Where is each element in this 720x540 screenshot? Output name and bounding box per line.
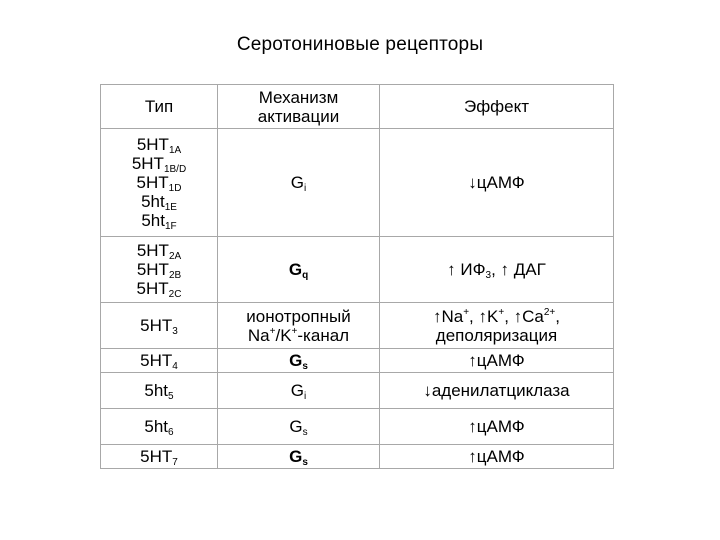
effect-cell: ↑цАМФ [380, 445, 614, 469]
mechanism-line1: ионотропный [246, 306, 351, 326]
mechanism-cell: $G_q$ [218, 237, 380, 303]
table-row [101, 349, 614, 373]
effect-line2: деполяризация [435, 325, 558, 345]
type-cell: $5HT_7$ [101, 445, 218, 469]
header-mechanism-line2: активации [257, 106, 340, 126]
table-row [101, 237, 614, 303]
mechanism-cell: $G_s$ [218, 349, 380, 373]
effect-cell [380, 303, 614, 349]
type-cell: $5ht_6$ [101, 409, 218, 445]
type-label: $5HT_{2B}$ [136, 260, 182, 281]
mechanism-cell: $G_i$ [218, 129, 380, 237]
type-cell [101, 237, 218, 303]
header-effect: Эффект [380, 85, 614, 129]
type-cell [101, 129, 218, 237]
type-label: $5HT_{1B/D}$ [131, 154, 187, 175]
type-label: $5HT_{2C}$ [136, 279, 182, 300]
type-cell: $5ht_5$ [101, 373, 218, 409]
table-row [101, 409, 614, 445]
table-row [101, 373, 614, 409]
type-label: $5ht_{1E}$ [141, 192, 177, 213]
type-label: $5ht_{1F}$ [141, 211, 177, 232]
header-type: Тип [101, 85, 218, 129]
type-label: $5HT_{1D}$ [136, 173, 182, 194]
receptor-table [100, 84, 614, 469]
header-mechanism-line1: Механизм [258, 87, 339, 107]
effect-line1: ↑Na+, ↑K+, $↑Ca^{2+}$, [432, 306, 561, 326]
table-header-row [101, 85, 614, 129]
effect-cell: ↓аденилатциклаза [380, 373, 614, 409]
page-title: Серотониновые рецепторы [236, 34, 484, 55]
table-row [101, 303, 614, 349]
type-label: $5HT_{2A}$ [136, 241, 182, 262]
mechanism-cell [218, 303, 380, 349]
table-row [101, 129, 614, 237]
header-mechanism [218, 85, 380, 129]
effect-cell: ↓цАМФ [380, 129, 614, 237]
mechanism-cell: $G_s$ [218, 445, 380, 469]
type-cell: $5HT_4$ [101, 349, 218, 373]
effect-cell: ↑цАМФ [380, 349, 614, 373]
type-label: $5HT_{1A}$ [136, 135, 182, 156]
mechanism-cell: $G_i$ [218, 373, 380, 409]
effect-cell: ↑ $ИФ_3$, ↑ ДАГ [380, 237, 614, 303]
effect-cell: ↑цАМФ [380, 409, 614, 445]
table-row [101, 445, 614, 469]
type-cell: $5HT_3$ [101, 303, 218, 349]
mechanism-cell: $G_s$ [218, 409, 380, 445]
mechanism-line2: Na+/K+-канал [247, 325, 350, 345]
